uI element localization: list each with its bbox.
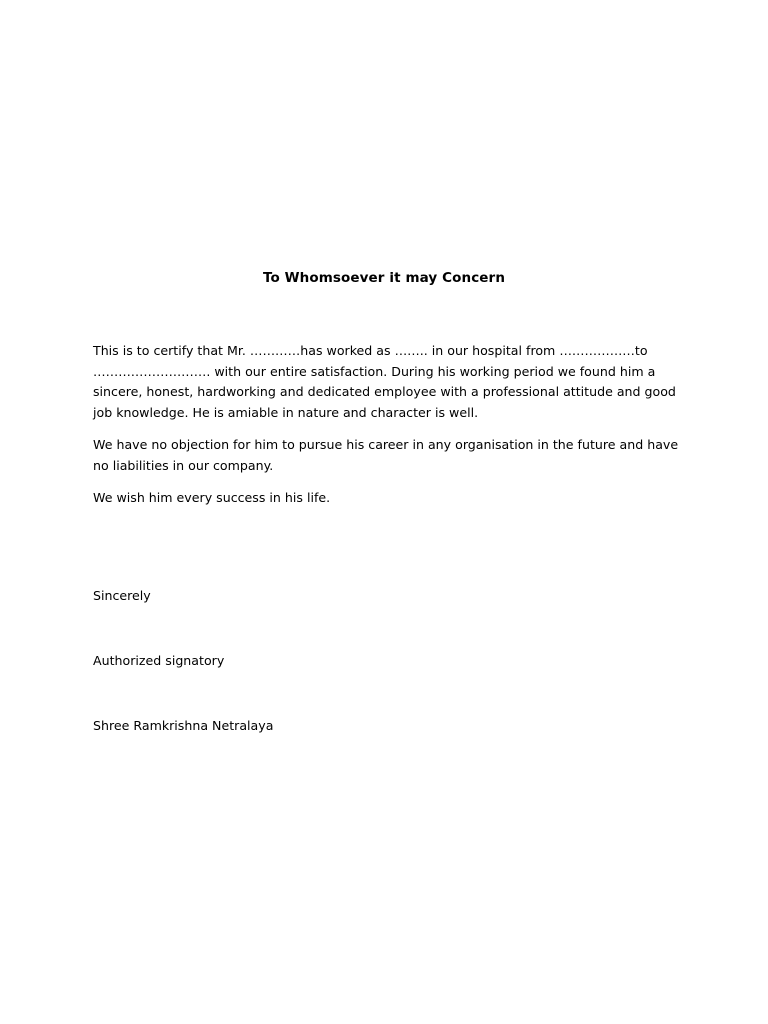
- paragraph-line: no liabilities in our company.: [93, 457, 274, 473]
- paragraph-line: We have no objection for him to pursue his career in any organisation in the future and have: [93, 437, 679, 452]
- organization-name: Shree Ramkrishna Netralaya: [93, 718, 274, 733]
- paragraph-line: ………………………. with our entire satisfaction. During his working period we found him a: [93, 363, 656, 379]
- closing-text: Sincerely: [93, 588, 151, 603]
- paragraph-line: This is to certify that Mr. …………has worked as …….. in our hospital from ………………to: [93, 343, 648, 358]
- letter-title: To Whomsoever it may Concern: [262, 270, 506, 286]
- certificate-paragraph: [93, 341, 693, 423]
- wishes-paragraph: We wish him every success in his life.: [93, 490, 331, 505]
- paragraph-line: sincere, honest, hardworking and dedicated employee with a professional attitude and good: [93, 384, 676, 399]
- paragraph-line: job knowledge. He is amiable in nature and character is well.: [93, 404, 479, 420]
- no-objection-paragraph: [93, 435, 693, 476]
- signatory-text: Authorized signatory: [93, 653, 225, 668]
